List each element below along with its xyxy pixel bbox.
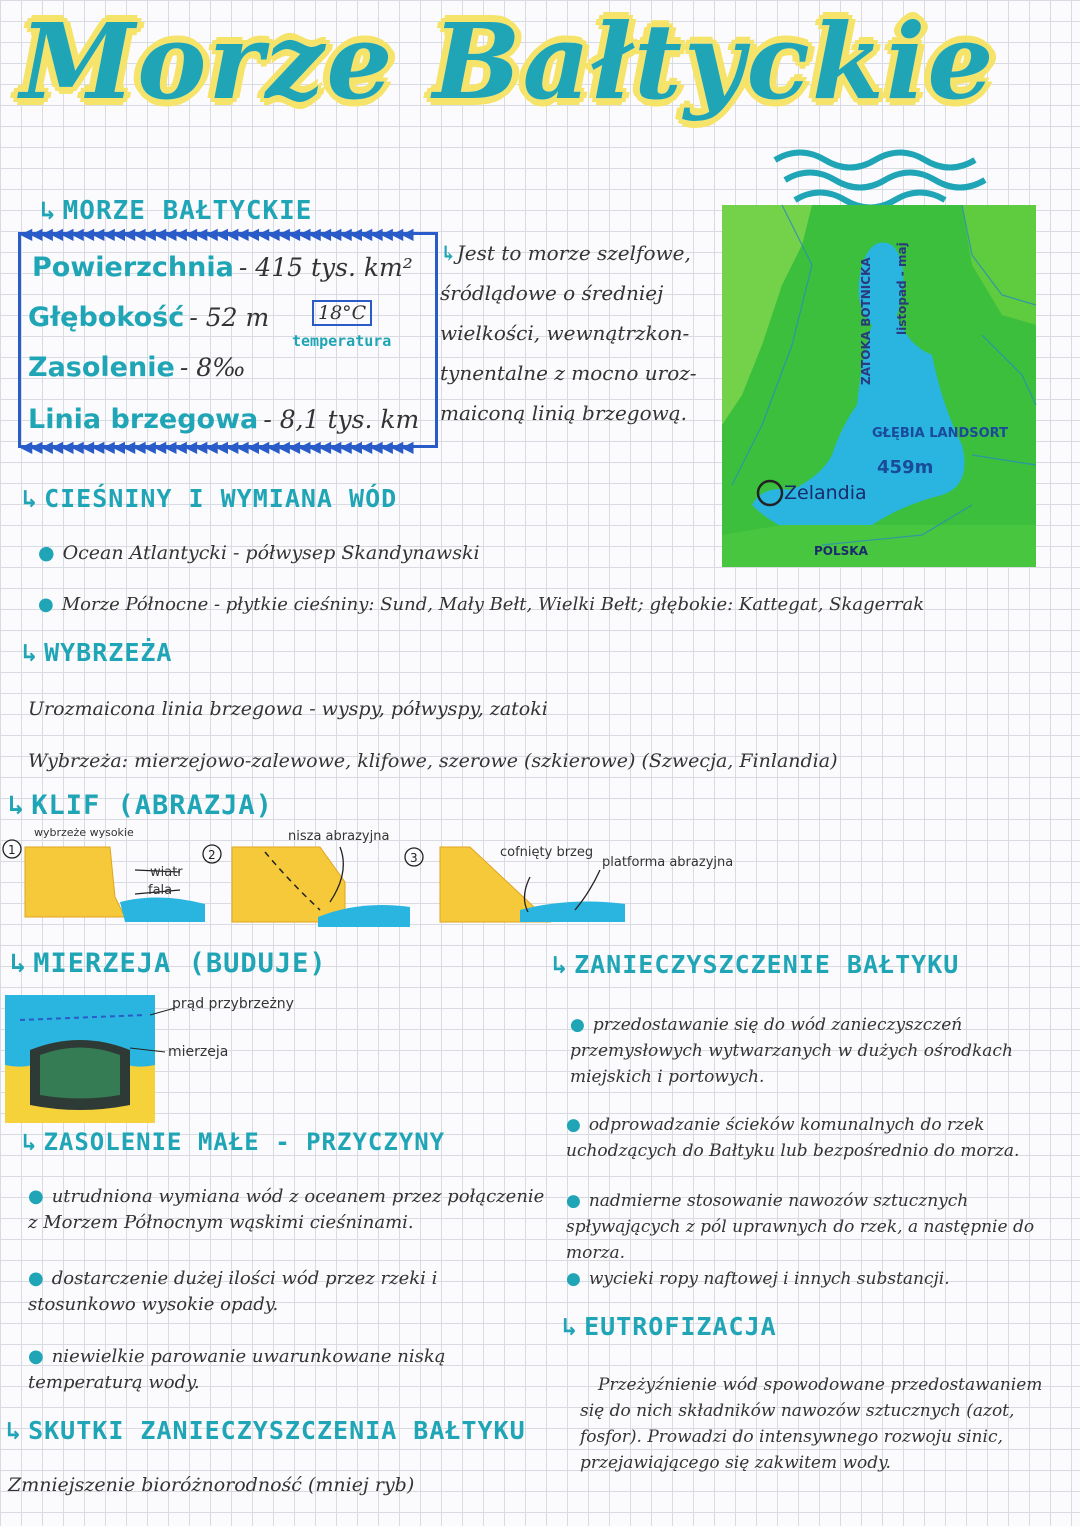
arrow-icon: ↳ xyxy=(40,196,57,226)
section-heading-ciesniny: ↳ CIEŚNINY I WYMIANA WÓD xyxy=(22,484,398,513)
step-number: 2 xyxy=(208,848,216,862)
stat-row: Zasolenie - 8‰ xyxy=(28,352,246,383)
section-heading-eutrofizacja: ↳ EUTROFIZACJA xyxy=(562,1312,777,1341)
eutrofizacja-text: Przeżyźnienie wód spowodowane przedostawaniem się do nich składników nawozów sztucznych (azot, fosfor). Prowadzi do intensywnego rozwoju sinic, przejawiającego się zakwitem wody. xyxy=(580,1375,1043,1473)
arrow-icon: ↳ xyxy=(10,948,28,979)
list-item: ● nadmierne stosowanie nawozów sztucznych spływających z pól uprawnych do rzek, a następnie do morza. xyxy=(566,1188,1040,1266)
description-line: ↳Jest to morze szelfowe, xyxy=(440,241,691,265)
arrow-icon: ↳ xyxy=(22,484,39,513)
arrow-icon: ↳ xyxy=(562,1312,579,1341)
list-item: ● wycieki ropy naftowej i innych substancji. xyxy=(566,1266,1040,1292)
water-shape xyxy=(520,902,625,922)
section-heading-zasolenie: ↳ ZASOLENIE MAŁE - PRZYCZYNY xyxy=(22,1128,446,1156)
description-line: śródlądowe o średniej xyxy=(440,281,664,305)
cliff-shape xyxy=(232,847,345,922)
list-item: ● Ocean Atlantycki - półwysep Skandynawski xyxy=(38,540,480,566)
section-heading-mierzeja: ↳ MIERZEJA (BUDUJE) xyxy=(10,948,327,979)
label-prad: prąd przybrzeżny xyxy=(172,996,294,1012)
cliff-shape xyxy=(25,847,125,917)
wave-decoration xyxy=(770,140,1000,210)
list-item: ● przedostawanie się do wód zanieczyszczeń przemysłowych wytwarzanych w dużych ośrodkach miejskich i portowych. xyxy=(570,1012,1040,1090)
temperature-label: temperatura xyxy=(292,332,392,350)
list-item: ● odprowadzanie ścieków komunalnych do rzek uchodzących do Bałtyku lub bezpośrednio do morza. xyxy=(566,1112,1040,1164)
list-item: ● Morze Północne - płytkie cieśniny: Sund, Mały Bełt, Wielki Bełt; głębokie: Kattegat, Skagerrak xyxy=(38,592,924,618)
list-item: ● dostarczenie dużej ilości wód przez rzeki i stosunkowo wysokie opady. xyxy=(28,1266,548,1318)
arrow-icon: ↳ xyxy=(440,241,457,265)
label-nisza: nisza abrazyjna xyxy=(288,829,390,844)
page-title: Morze Bałtyckie xyxy=(20,0,996,123)
arrow-icon: ↳ xyxy=(6,1416,23,1445)
stat-row: Głębokość - 52 m xyxy=(28,302,270,333)
label-wiatr: wiatr xyxy=(150,865,183,880)
list-item: ● utrudniona wymiana wód z oceanem przez połączenie z Morzem Północnym wąskimi cieśninami. xyxy=(28,1184,548,1236)
water-shape xyxy=(120,897,205,922)
section-heading-morze: ↳ MORZE BAŁTYCKIE xyxy=(40,196,313,226)
section-heading-klif: ↳ KLIF (ABRAZJA) xyxy=(8,790,273,821)
step-number: 1 xyxy=(8,843,16,857)
description-line: maiconą linią brzegową. xyxy=(440,401,688,425)
wybrzeza-line: Wybrzeża: mierzejowo-zalewowe, klifowe, szerowe (szkierowe) (Szwecja, Finlandia) xyxy=(28,750,838,772)
temperature-value: 18°C xyxy=(312,300,372,326)
label-cofniety: cofnięty brzeg xyxy=(500,845,594,860)
label-fala: fala xyxy=(148,883,173,898)
map-label-depth: 459m xyxy=(877,457,934,478)
klif-diagram xyxy=(0,822,734,934)
label-mierzeja: mierzeja xyxy=(168,1044,229,1060)
description-line: wielkości, wewnątrzkon- xyxy=(440,321,690,345)
baltic-map xyxy=(722,205,1036,567)
lagoon-water xyxy=(40,1048,120,1099)
step-number: 3 xyxy=(410,851,418,865)
map-label-months: listopad - maj xyxy=(895,242,909,335)
skutki-text: Zmniejszenie bioróżnorodność (mniej ryb) xyxy=(8,1474,415,1496)
map-label-zelandia: Zelandia xyxy=(784,482,867,504)
map-label-glebia: GŁĘBIA LANDSORT xyxy=(872,426,1008,441)
section-heading-wybrzeza: ↳ WYBRZEŻA xyxy=(22,638,173,667)
list-item: ● niewielkie parowanie uwarunkowane niską temperaturą wody. xyxy=(28,1344,548,1396)
map-label-polska: POLSKA xyxy=(814,544,868,558)
stat-row: Powierzchnia - 415 tys. km² xyxy=(32,252,413,283)
arrow-icon: ↳ xyxy=(552,950,569,979)
label-wybrzeze: wybrzeże wysokie xyxy=(34,826,134,839)
section-heading-skutki: ↳ SKUTKI ZANIECZYSZCZENIA BAŁTYKU xyxy=(6,1416,526,1445)
wybrzeza-line: Urozmaicona linia brzegowa - wyspy, półwyspy, zatoki xyxy=(28,698,548,720)
arrow-icon: ↳ xyxy=(22,638,39,667)
map-label-zatoka: ZATOKA BOTNICKA xyxy=(859,257,873,385)
description xyxy=(440,228,710,438)
description-line: tynentalne z mocno uroz- xyxy=(440,361,697,385)
arrow-icon: ↳ xyxy=(8,790,26,821)
label-platforma: platforma abrazyjna xyxy=(602,855,734,870)
mierzeja-diagram xyxy=(0,990,300,1130)
arrow-border-top: ◀◀◀◀◀◀◀◀◀◀◀◀◀◀◀◀◀◀◀◀◀◀◀◀◀◀◀◀◀◀◀◀◀◀◀◀◀◀ xyxy=(20,224,412,243)
stat-row: Linia brzegowa - 8,1 tys. km xyxy=(28,404,420,435)
arrow-border-bottom: ◀◀◀◀◀◀◀◀◀◀◀◀◀◀◀◀◀◀◀◀◀◀◀◀◀◀◀◀◀◀◀◀◀◀◀◀◀◀ xyxy=(20,437,412,456)
arrow-icon: ↳ xyxy=(22,1128,38,1156)
section-heading-zanieczyszczenie: ↳ ZANIECZYSZCZENIE BAŁTYKU xyxy=(552,950,960,979)
